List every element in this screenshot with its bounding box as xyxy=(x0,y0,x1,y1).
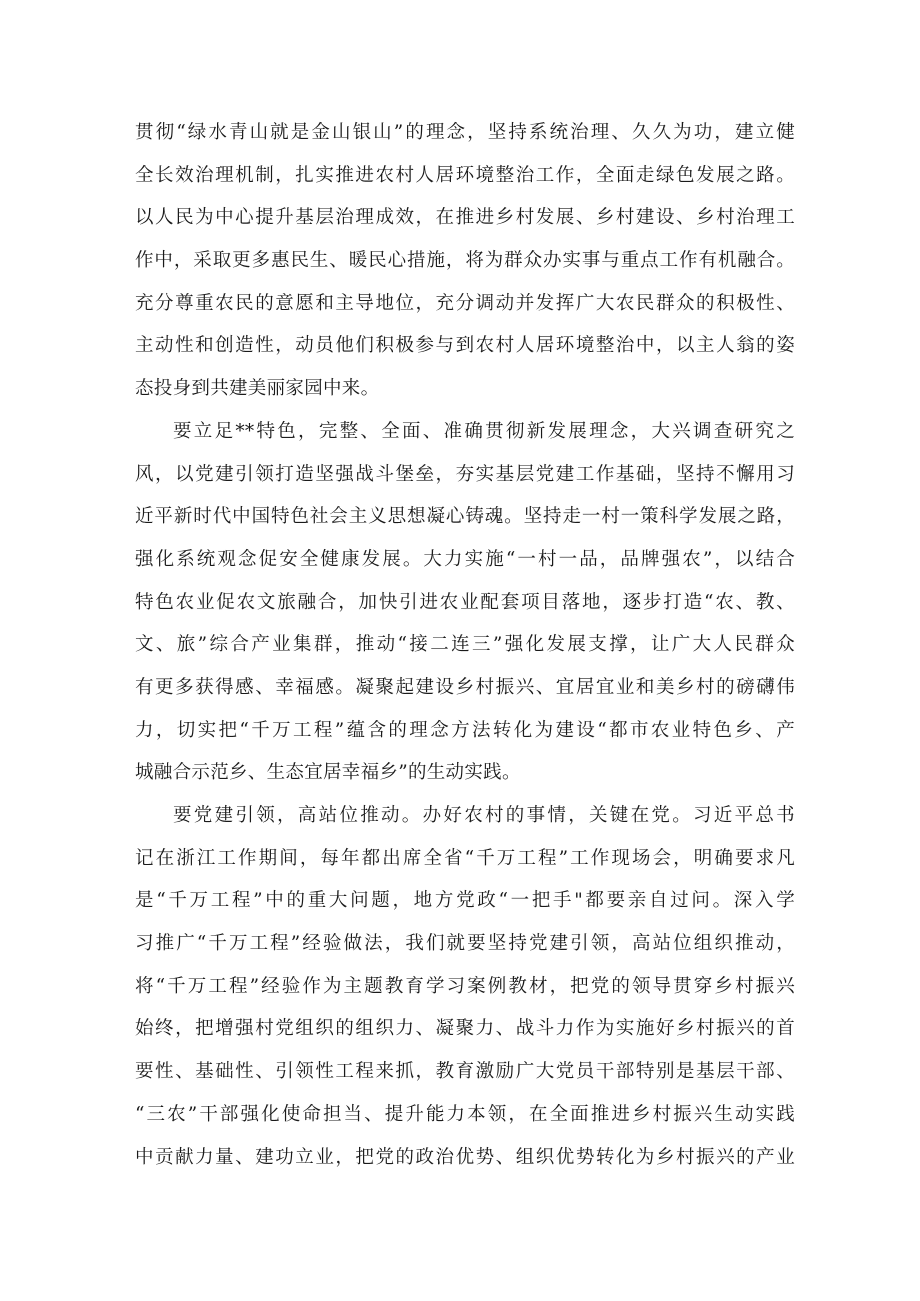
paragraph-line: 记在浙江工作期间，每年都出席全省“千万工程”工作现场会，明确要求凡 xyxy=(135,847,795,869)
paragraph-line: 特色农业促农文旅融合，加快引进农业配套项目落地，逐步打造“农、教、 xyxy=(135,591,795,613)
paragraph-line: 全长效治理机制，扎实推进农村人居环境整治工作，全面走绿色发展之路。 xyxy=(135,164,795,186)
paragraph-line: 强化系统观念促安全健康发展。大力实施“一村一品，品牌强农”，以结合 xyxy=(135,548,795,570)
paragraph-line: 习推广“千万工程”经验做法，我们就要坚持党建引领，高站位组织推动， xyxy=(135,933,795,955)
paragraph-line: 以人民为中心提升基层治理成效，在推进乡村发展、乡村建设、乡村治理工 xyxy=(135,207,795,229)
paragraph-line: 充分尊重农民的意愿和主导地位，充分调动并发挥广大农民群众的积极性、 xyxy=(135,292,795,314)
paragraph-1 xyxy=(135,112,795,411)
paragraph-line: 作中，采取更多惠民生、暖民心措施，将为群众办实事与重点工作有机融合。 xyxy=(135,250,795,272)
paragraph-line: 城融合示范乡、生态宜居幸福乡”的生动实践。 xyxy=(135,762,521,784)
paragraph-line: 要党建引领，高站位推动。办好农村的事情，关键在党。习近平总书 xyxy=(173,805,795,826)
paragraph-line: 将“千万工程”经验作为主题教育学习案例教材，把党的领导贯穿乡村振兴 xyxy=(135,975,795,997)
paragraph-2 xyxy=(135,411,795,795)
paragraph-line: 中贡献力量、建功立业，把党的政治优势、组织优势转化为乡村振兴的产业 xyxy=(135,1146,795,1168)
paragraph-line: 是“千万工程”中的重大问题，地方党政“一把手"都要亲自过问。深入学 xyxy=(135,890,795,912)
paragraph-line: 要性、基础性、引领性工程来抓，教育激励广大党员干部特别是基层干部、 xyxy=(135,1061,795,1083)
document-body xyxy=(135,112,795,1179)
paragraph-line: 贯彻“绿水青山就是金山银山”的理念，坚持系统治理、久久为功，建立健 xyxy=(135,122,795,143)
paragraph-line: “三农”干部强化使命担当、提升能力本领，在全面推进乡村振兴生动实践 xyxy=(135,1103,795,1125)
paragraph-line: 文、旅”综合产业集群，推动“接二连三”强化发展支撑，让广大人民群众 xyxy=(135,634,795,656)
paragraph-3 xyxy=(135,795,795,1179)
paragraph-line: 风，以党建引领打造坚强战斗堡垒，夯实基层党建工作基础，坚持不懈用习 xyxy=(135,463,795,485)
paragraph-line: 有更多获得感、幸福感。凝聚起建设乡村振兴、宜居宜业和美乡村的磅礴伟 xyxy=(135,676,795,698)
paragraph-line: 要立足**特色，完整、全面、准确贯彻新发展理念，大兴调查研究之 xyxy=(173,420,795,442)
paragraph-line: 主动性和创造性，动员他们积极参与到农村人居环境整治中，以主人翁的姿 xyxy=(135,335,795,357)
paragraph-line: 近平新时代中国特色社会主义思想凝心铸魂。坚持走一村一策科学发展之路， xyxy=(135,506,795,528)
paragraph-line: 态投身到共建美丽家园中来。 xyxy=(135,378,380,400)
paragraph-line: 始终，把增强村党组织的组织力、凝聚力、战斗力作为实施好乡村振兴的首 xyxy=(135,1018,795,1040)
paragraph-line: 力，切实把“千万工程”蕴含的理念方法转化为建设“都市农业特色乡、产 xyxy=(135,719,795,741)
